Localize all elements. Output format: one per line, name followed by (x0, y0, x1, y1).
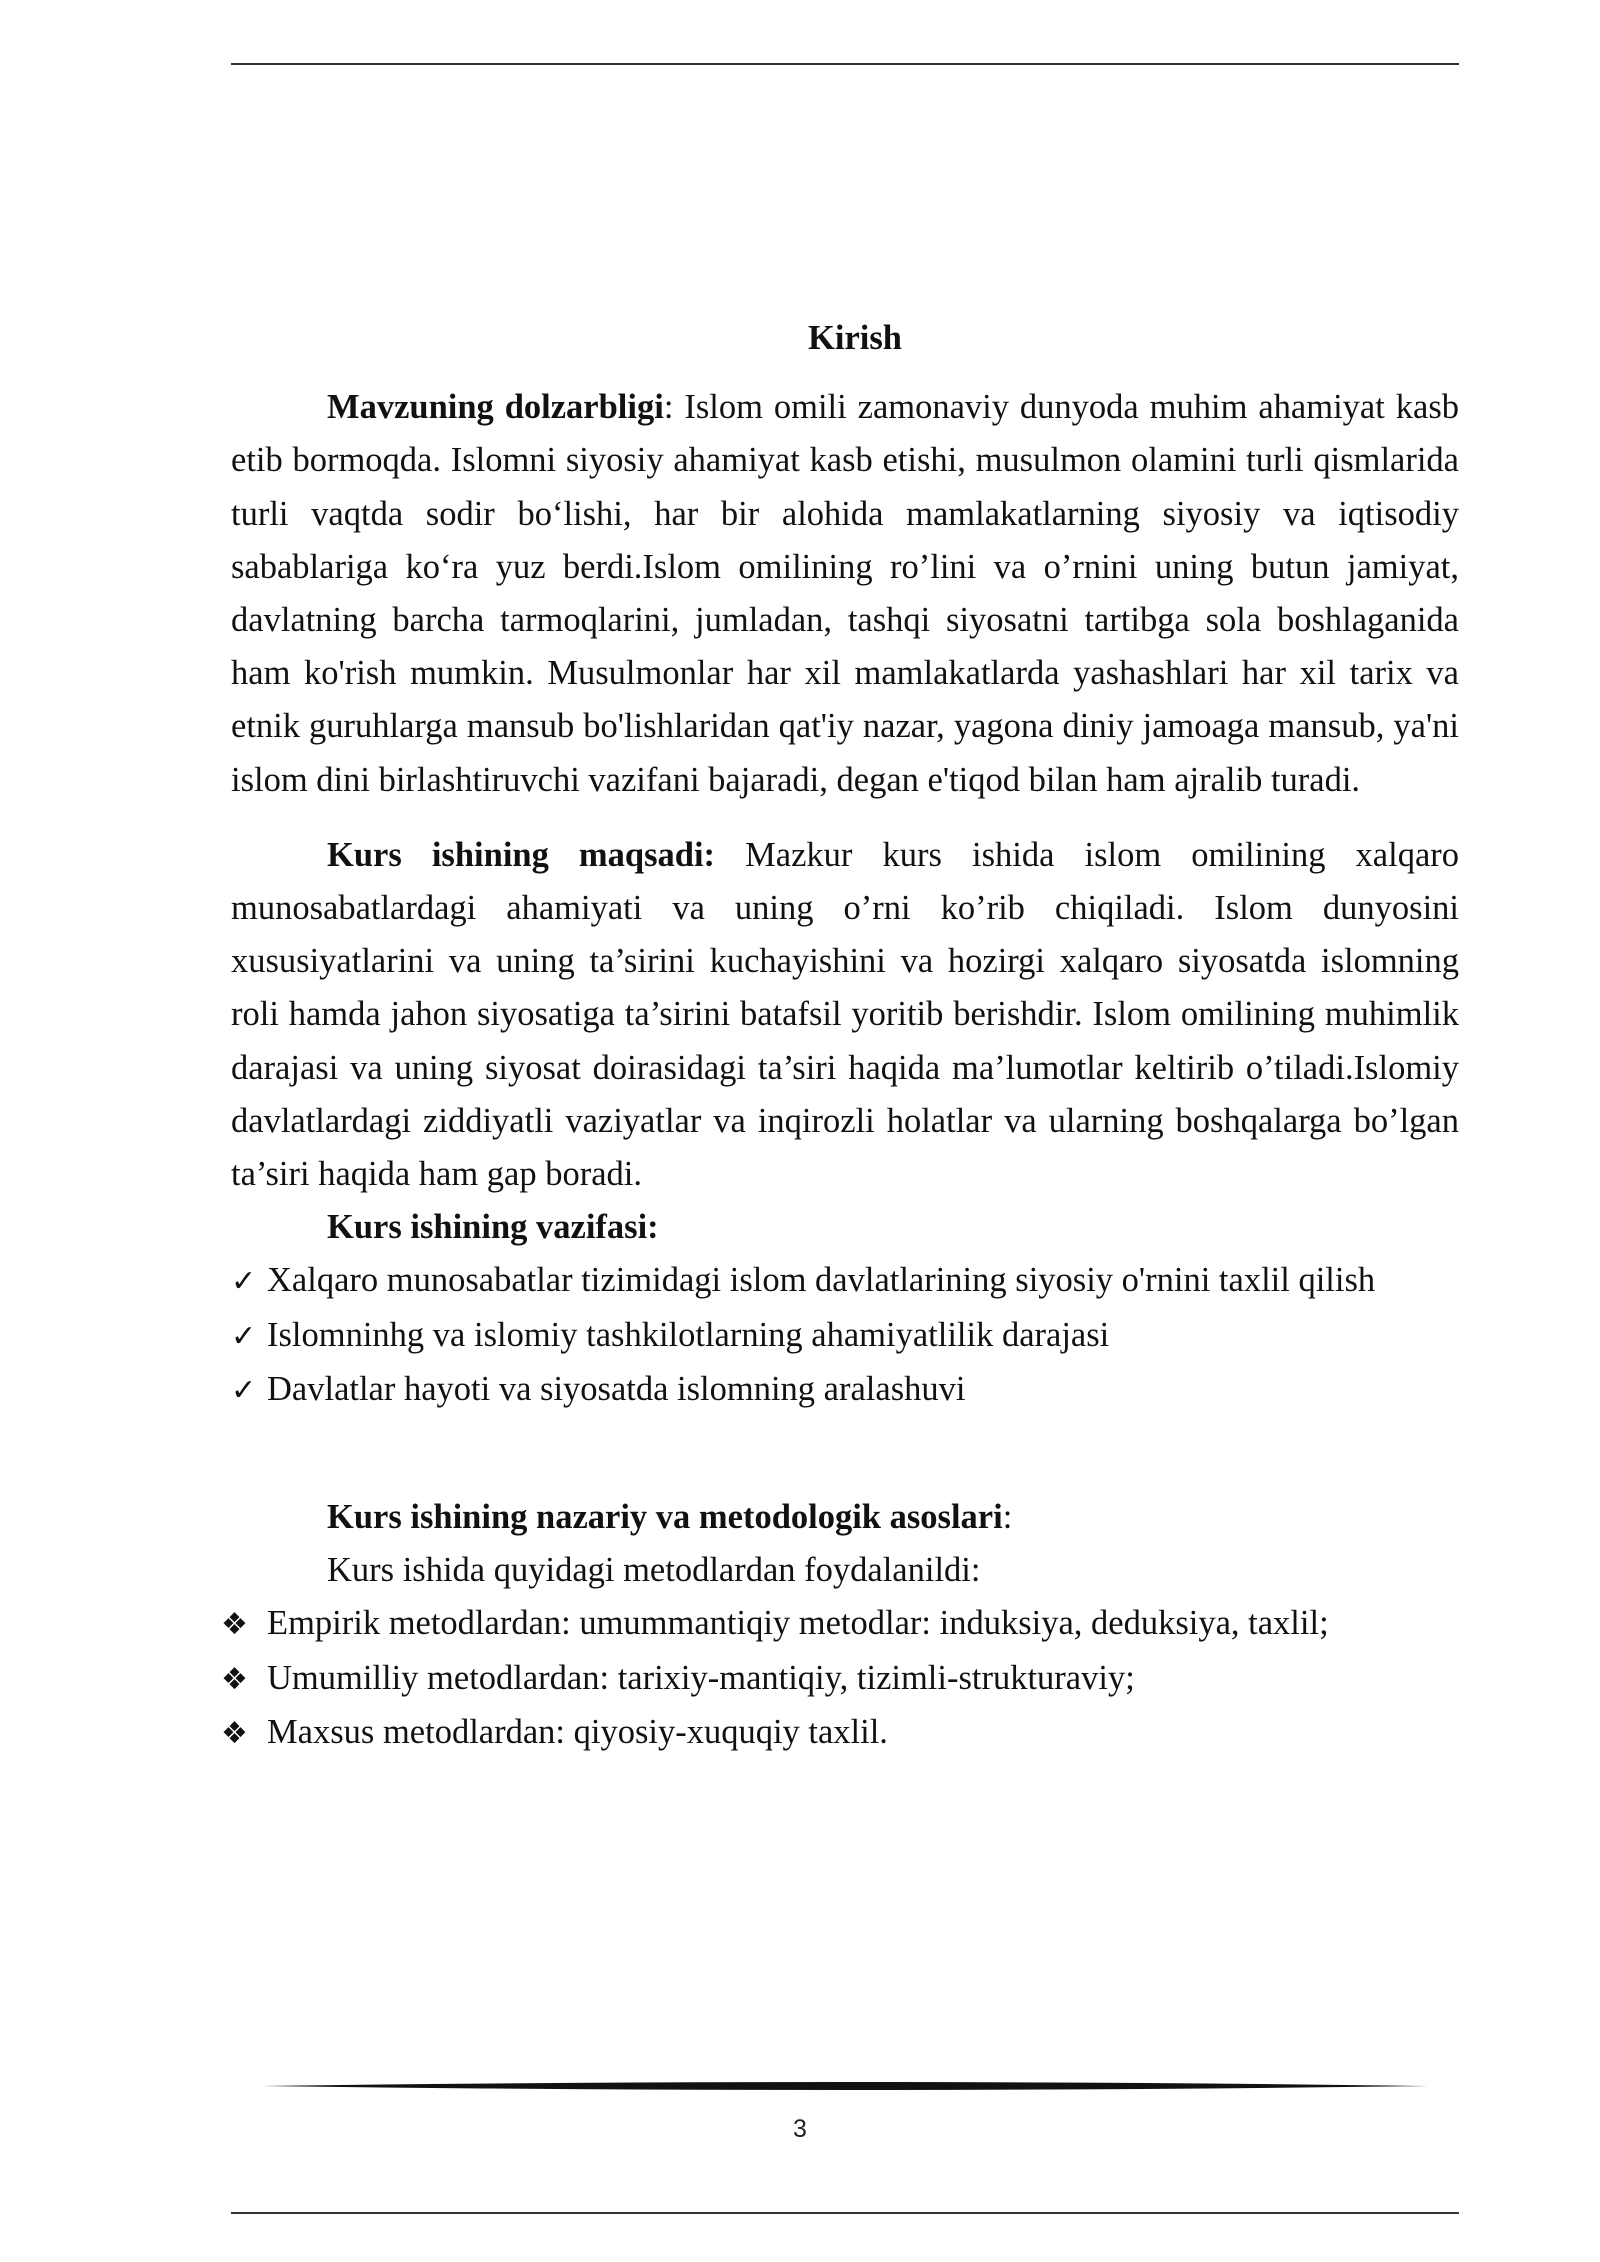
list-item (221, 1597, 1459, 1651)
checkmark-icon: ✓ (231, 1264, 257, 1300)
checkmark-icon: ✓ (231, 1372, 257, 1408)
list-item (231, 1363, 1459, 1417)
checkmark-icon: ✓ (231, 1318, 257, 1354)
metodologiya-label: Kurs ishining nazariy va metodologik asoslari (327, 1498, 1003, 1537)
vazifa-item-text: Davlatlar hayoti va siyosatda islomning aralashuvi (267, 1369, 966, 1408)
page-number: 3 (793, 2115, 807, 2143)
dolzarblik-paragraph (231, 381, 1459, 807)
metodologiya-heading (231, 1491, 1459, 1544)
maqsad-paragraph (231, 829, 1459, 1201)
page-body (221, 312, 1459, 1760)
list-item (231, 1254, 1459, 1308)
diamond-bullet-icon: ❖ (221, 1661, 248, 1697)
vazifa-item-text: Islomninhg va islomiy tashkilotlarning ahamiyatlilik darajasi (267, 1315, 1110, 1354)
dolzarblik-sep: : (663, 388, 674, 427)
list-item (221, 1652, 1459, 1706)
vazifa-list (231, 1254, 1459, 1417)
metod-item-text: Maxsus metodlardan: qiyosiy-xuquqiy taxlil. (267, 1712, 888, 1751)
vazifa-item-text: Xalqaro munosabatlar tizimidagi islom davlatlarining siyosiy o'rnini taxlil qilish (267, 1261, 1376, 1300)
dolzarblik-label: Mavzuning dolzarbligi (327, 388, 664, 427)
footer-rule (231, 2212, 1459, 2214)
metod-list (221, 1597, 1459, 1760)
maqsad-label: Kurs ishining maqsadi: (327, 835, 716, 874)
metodologiya-intro: Kurs ishida quyidagi metodlardan foydalanildi: (327, 1551, 981, 1590)
diamond-bullet-icon: ❖ (221, 1715, 248, 1751)
footer-swash-rule (262, 2080, 1428, 2092)
list-item (221, 1706, 1459, 1760)
metod-item-text: Umumilliy metodlardan: tarixiy-mantiqiy, tizimli-strukturaviy; (267, 1658, 1135, 1697)
vazifa-heading: Kurs ishining vazifasi: (327, 1208, 659, 1247)
diamond-bullet-icon: ❖ (221, 1607, 248, 1643)
page-title: Kirish (808, 319, 902, 357)
list-item (231, 1309, 1459, 1363)
maqsad-text: Mazkur kurs ishida islom omilining xalqaro munosabatlardagi ahamiyati va uning o’rni ko’rib chiqiladi. Islom dunyosini xususiyatlarini va uning ta’sirini kuchayishini va hozirgi xalqaro siyosatda islomning roli hamda jahon siyosatiga ta’sirini batafsil yoritib berishdir. Islom omilining muhimlik darajasi va uning siyosat doirasidagi ta’siri haqida ma’lumotlar keltirib o’tiladi.Islomiy davlatlardagi ziddiyatli vaziyatlar va inqirozli holatlar va ularning boshqalarga bo’lgan ta’siri haqida ham gap boradi. (231, 835, 1459, 1194)
header-rule (231, 63, 1459, 65)
metodologiya-sep: : (1002, 1498, 1013, 1537)
metod-item-text: Empirik metodlardan: umummantiqiy metodlar: induksiya, deduksiya, taxlil; (267, 1604, 1329, 1643)
dolzarblik-text: Islom omili zamonaviy dunyoda muhim ahamiyat kasb etib bormoqda. Islomni siyosiy ahamiyat kasb etishi, musulmon olamini turli qismlarida turli vaqtda sodir bo‘lishi, har bir alohida mamlakatlarning siyosiy va iqtisodiy sabablariga ko‘ra yuz berdi.Islom omilining ro’lini va o’rnini uning butun jamiyat, davlatning barcha tarmoqlarini, jumladan, tashqi siyosatni tartibga sola boshlaganida ham ko'rish mumkin. Musulmonlar har xil mamlakatlarda yashashlari har xil tarix va etnik guruhlarga mansub bo'lishlaridan qat'iy nazar, yagona diniy jamoaga mansub, ya'ni islom dini birlashtiruvchi vazifani bajaradi, degan e'tiqod bilan ham ajralib turadi. (231, 388, 1459, 799)
